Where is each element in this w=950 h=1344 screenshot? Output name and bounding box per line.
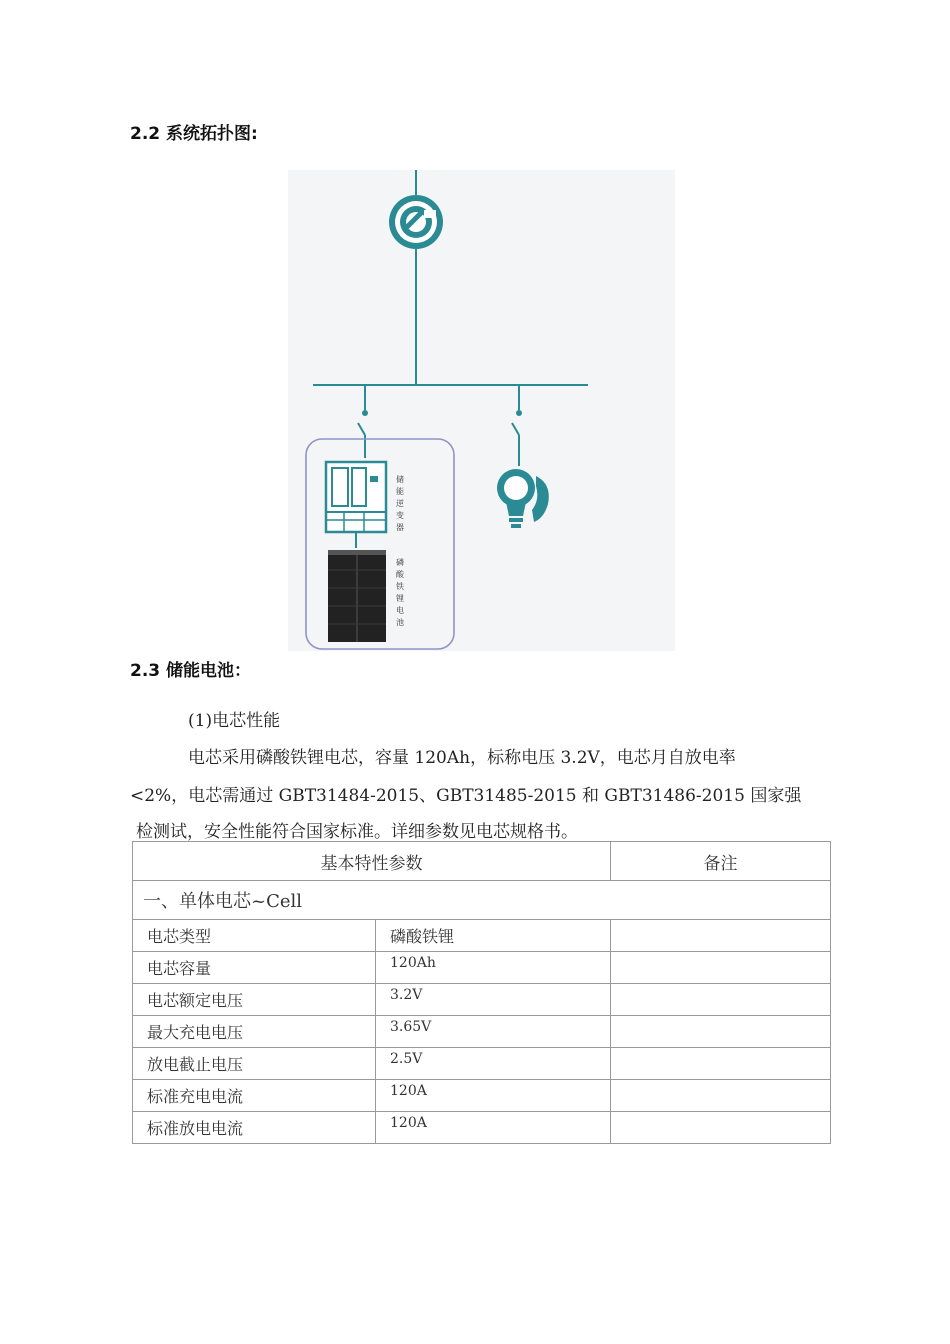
battery-label-char: 磷 xyxy=(396,558,404,567)
battery-label-char: 锂 xyxy=(396,594,404,603)
inverter-label-char: 能 xyxy=(396,487,404,496)
grid-meter-icon xyxy=(389,195,443,249)
battery-label-char: 酸 xyxy=(396,570,404,579)
param-note xyxy=(611,1016,831,1048)
cell-description-line-1: 电芯采用磷酸铁锂电芯，容量 120Ah，标称电压 3.2V，电芯月自放电率 xyxy=(188,748,736,768)
param-note xyxy=(611,984,831,1016)
param-value: 120Ah xyxy=(376,952,611,984)
battery-cabinet-icon xyxy=(328,550,386,642)
param-name: 放电截止电压 xyxy=(133,1048,376,1080)
left-switch xyxy=(358,385,368,458)
param-name: 标准充电电流 xyxy=(133,1080,376,1112)
param-value: 3.2V xyxy=(376,984,611,1016)
table-row xyxy=(133,1080,831,1112)
system-topology-diagram xyxy=(288,170,675,651)
inverter-label-char: 器 xyxy=(396,523,404,532)
table-header-row xyxy=(133,842,831,881)
section-2-2-heading: 2.2 系统拓扑图: xyxy=(130,124,258,144)
section-title: 一、单体电芯~Cell xyxy=(133,881,831,920)
header-params: 基本特性参数 xyxy=(133,842,611,881)
param-name: 标准放电电流 xyxy=(133,1112,376,1144)
table-row xyxy=(133,1048,831,1080)
table-section-row xyxy=(133,881,831,920)
param-note xyxy=(611,1112,831,1144)
cell-description-line-2: <2%，电芯需通过 GBT31484-2015、GBT31485-2015 和 GBT31486-2015 国家强 xyxy=(130,786,802,806)
cell-performance-subheading: (1)电芯性能 xyxy=(188,711,281,731)
param-note xyxy=(611,1048,831,1080)
param-note xyxy=(611,952,831,984)
inverter-label-char: 储 xyxy=(396,475,404,484)
section-2-3-heading: 2.3 储能电池： xyxy=(130,661,252,681)
param-name: 电芯类型 xyxy=(133,920,376,952)
lightbulb-load-icon xyxy=(497,469,549,528)
param-value: 磷酸铁锂 xyxy=(376,920,611,952)
param-name: 电芯额定电压 xyxy=(133,984,376,1016)
table-row xyxy=(133,1112,831,1144)
inverter-cabinet-icon xyxy=(326,462,386,532)
inverter-label-char: 变 xyxy=(396,511,404,520)
inverter-label-char: 逆 xyxy=(396,499,404,508)
param-name: 电芯容量 xyxy=(133,952,376,984)
right-switch xyxy=(512,385,522,466)
inverter-label xyxy=(396,474,404,532)
param-note xyxy=(611,1080,831,1112)
param-value: 120A xyxy=(376,1080,611,1112)
battery-label xyxy=(396,557,405,627)
param-value: 120A xyxy=(376,1112,611,1144)
param-value: 2.5V xyxy=(376,1048,611,1080)
battery-label-char: 铁 xyxy=(396,582,404,591)
param-value: 3.65V xyxy=(376,1016,611,1048)
param-note xyxy=(611,920,831,952)
table-row xyxy=(133,984,831,1016)
param-name: 最大充电电压 xyxy=(133,1016,376,1048)
table-row xyxy=(133,952,831,984)
cell-description-line-3: 检测试，安全性能符合国家标准。详细参数见电芯规格书。 xyxy=(136,822,578,842)
battery-label-char: 电 xyxy=(396,606,404,615)
header-notes: 备注 xyxy=(611,842,831,881)
table-row xyxy=(133,1016,831,1048)
table-row xyxy=(133,920,831,952)
battery-label-char: 池 xyxy=(396,618,404,627)
cell-spec-table xyxy=(132,841,831,1144)
